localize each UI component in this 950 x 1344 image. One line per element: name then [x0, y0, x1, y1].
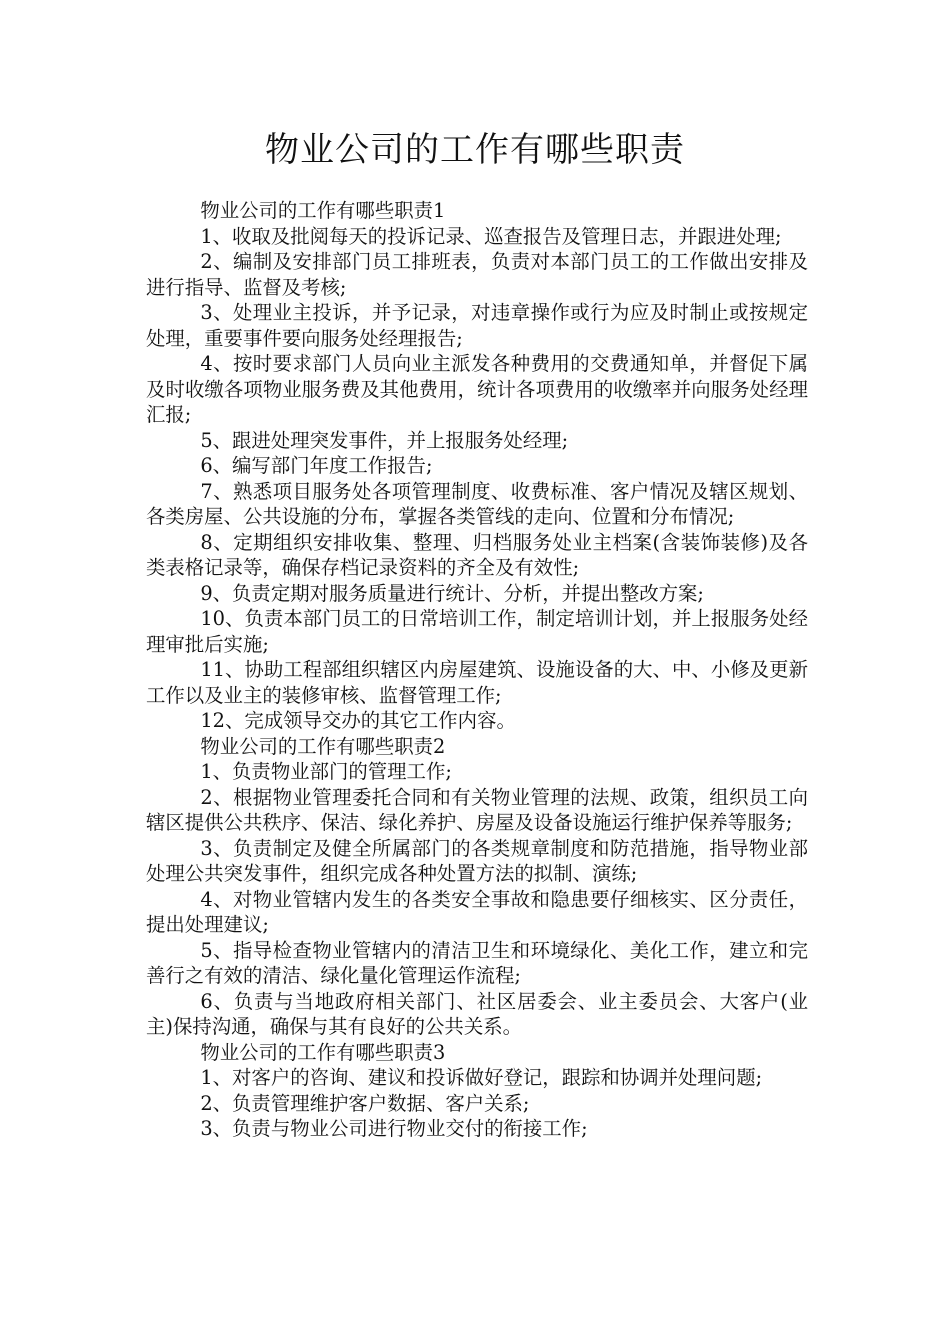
paragraph: 8、定期组织安排收集、整理、归档服务处业主档案(含装饰装修)及各类表格记录等，确保存档记录资料的齐全及有效性;	[146, 530, 808, 579]
paragraph: 1、对客户的咨询、建议和投诉做好登记，跟踪和协调并处理问题;	[200, 1066, 763, 1089]
paragraph: 5、指导检查物业管辖内的清洁卫生和环境绿化、美化工作，建立和完善行之有效的清洁、绿化量化管理运作流程;	[146, 938, 808, 987]
section-heading-1: 物业公司的工作有哪些职责1	[200, 199, 446, 222]
document-title: 物业公司的工作有哪些职责	[265, 130, 685, 170]
paragraph: 1、负责物业部门的管理工作;	[200, 760, 452, 783]
paragraph: 1、收取及批阅每天的投诉记录、巡查报告及管理日志，并跟进处理;	[200, 224, 782, 248]
paragraph: 6、负责与当地政府相关部门、社区居委会、业主委员会、大客户(业主)保持沟通，确保与其有良好的公共关系。	[146, 989, 808, 1038]
paragraph: 2、负责管理维护客户数据、客户关系;	[200, 1091, 530, 1115]
paragraph: 2、根据物业管理委托合同和有关物业管理的法规、政策，组织员工向辖区提供公共秩序、保洁、绿化养护、房屋及设备设施运行维护保养等服务;	[146, 785, 808, 834]
paragraph: 6、编写部门年度工作报告;	[200, 454, 433, 477]
section-heading-2: 物业公司的工作有哪些职责2	[200, 734, 446, 758]
paragraph: 3、负责与物业公司进行物业交付的衔接工作;	[200, 1117, 588, 1140]
paragraph: 10、负责本部门员工的日常培训工作，制定培训计划，并上报服务处经理审批后实施;	[146, 607, 808, 656]
paragraph: 3、处理业主投诉，并予记录，对违章操作或行为应及时制止或按规定处理，重要事件要向服务处经理报告;	[146, 301, 808, 350]
paragraph: 3、负责制定及健全所属部门的各类规章制度和防范措施，指导物业部处理公共突发事件，组织完成各种处置方法的拟制、演练;	[146, 836, 808, 885]
document-body	[146, 198, 808, 1142]
paragraph: 4、对物业管辖内发生的各类安全事故和隐患要仔细核实、区分责任，提出处理建议;	[146, 887, 808, 936]
paragraph: 2、编制及安排部门员工排班表，负责对本部门员工的工作做出安排及进行指导、监督及考核;	[146, 250, 808, 299]
section-heading-3: 物业公司的工作有哪些职责3	[200, 1040, 446, 1064]
paragraph: 5、跟进处理突发事件，并上报服务处经理;	[200, 428, 569, 452]
paragraph: 11、协助工程部组织辖区内房屋建筑、设施设备的大、中、小修及更新工作以及业主的装修审核、监督管理工作;	[146, 658, 808, 707]
paragraph: 4、按时要求部门人员向业主派发各种费用的交费通知单，并督促下属及时收缴各项物业服务费及其他费用，统计各项费用的收缴率并向服务处经理汇报;	[146, 352, 808, 426]
paragraph: 9、负责定期对服务质量进行统计、分析，并提出整改方案;	[200, 581, 704, 605]
paragraph: 7、熟悉项目服务处各项管理制度、收费标准、客户情况及辖区规划、各类房屋、公共设施的分布，掌握各类管线的走向、位置和分布情况;	[146, 479, 808, 528]
paragraph: 12、完成领导交办的其它工作内容。	[200, 709, 516, 732]
